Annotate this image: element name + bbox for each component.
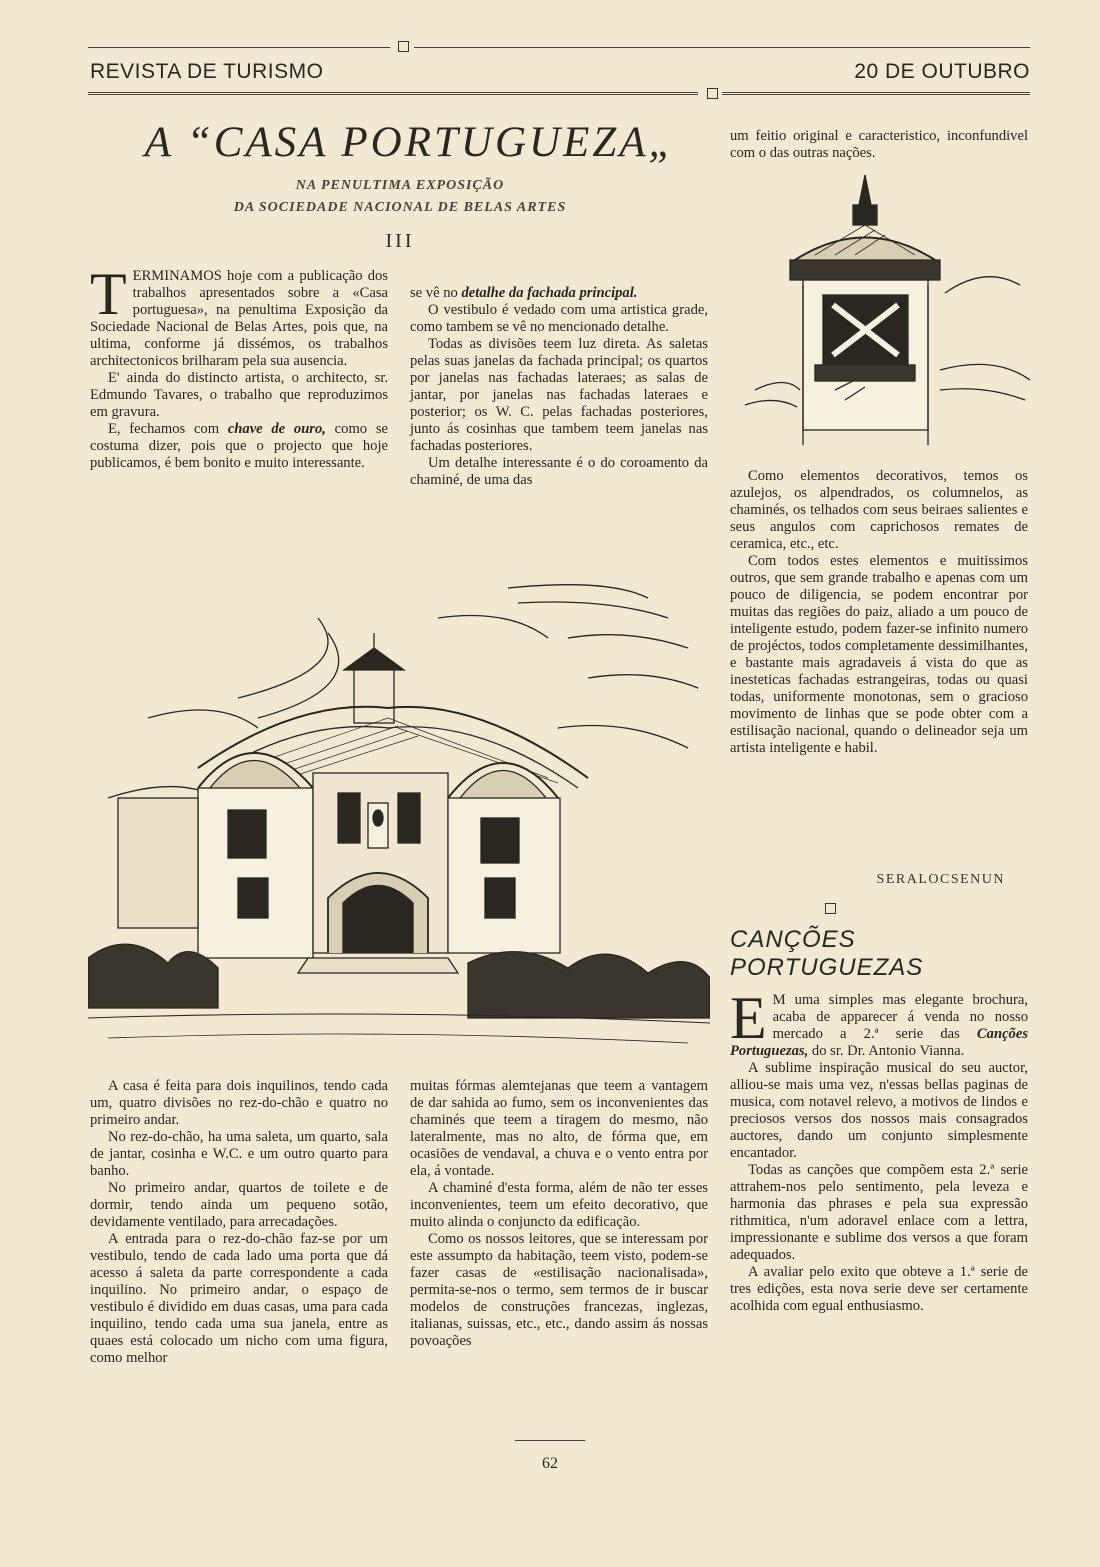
paragraph-text: ERMINAMOS hoje com a publicação dos trabalhos apresentados sobre a «Casa portuguesa», na penultima Exposição da Sociedade Nacional de Belas Artes, pois que, na ultima, conforme já dissémos, os trabalhos architectonicos brilharam pela sua ausencia. <box>90 268 388 369</box>
chimney-detail-engraving <box>735 175 1035 455</box>
paragraph-text: se vê no <box>410 285 462 301</box>
drop-cap: T <box>90 261 127 327</box>
paragraph: Como os nossos leitores, que se interessam por este assumpto da habitação, teem visto, podem-se fazer casas de «estilisação nacionalisada», permita-se-nos o termo, sem termos de ir buscar modelos de construções francezas, inglezas, italianas, suissas, etc., etc., dando assim ás nossas povoações <box>410 1231 708 1349</box>
paragraph: um feitio original e caracteristico, inconfundivel com o das outras nações. <box>730 128 1028 161</box>
header-rule-bottom-right <box>722 92 1030 95</box>
paragraph-text: como se costuma dizer, pois que o projecto que hoje publicamos, é bem bonito e muito interessante. <box>90 421 388 471</box>
article-part-number: III <box>385 230 415 252</box>
article-title: A “CASA PORTUGUEZA„ <box>144 119 676 166</box>
drop-cap: E <box>730 985 767 1051</box>
paragraph: A entrada para o rez-do-chão faz-se por um vestibulo, tendo de cada lado uma porta que dá acesso á saleta da parte correspondente a cada inquilino. No primeiro andar, o espaço de vestibulo é dividido em duas casas, uma para cada inquilino, tendo cada uma sua janela, entre as quaes está colocado um nicho com uma figura, como melhor <box>90 1231 388 1366</box>
paragraph <box>90 421 388 472</box>
header-magazine-name: REVISTA DE TURISMO <box>90 60 324 83</box>
header-rule-top-right <box>414 47 1030 48</box>
emphasis-text: detalhe da fachada principal. <box>461 285 638 301</box>
header-square-ornament-icon <box>707 88 718 99</box>
paragraph <box>90 261 388 370</box>
article-column-2-top <box>410 285 708 565</box>
paragraph: A chaminé d'esta forma, além de não ter esses inconvenientes, teem um efeito decorativo, que muito alinda o conjuncto da edificação. <box>410 1180 708 1230</box>
paragraph <box>730 985 1028 1060</box>
songs-title-line1: CANÇÕES <box>730 926 856 953</box>
songs-title-line2: PORTUGUEZAS <box>730 954 924 981</box>
header-rule-top-left <box>88 47 390 48</box>
article-subtitle-line2: DA SOCIEDADE NACIONAL DE BELAS ARTES <box>233 200 567 215</box>
paragraph: A avaliar pelo exito que obteve a 1.ª serie de tres edições, esta nova serie deve ser certamente acolhida com egual enthusiasmo. <box>730 1264 1028 1314</box>
article-column-1-top <box>90 261 388 568</box>
paragraph: O vestibulo é vedado com uma artistica grade, como tambem se vê no mencionado detalhe. <box>410 302 708 335</box>
paragraph: No primeiro andar, quartos de toilete e de dormir, tendo ainda um pequeno sotão, devidamente ventilado, para arrecadações. <box>90 1180 388 1230</box>
paragraph <box>410 285 708 302</box>
emphasis-text: chave de ouro, <box>227 421 326 437</box>
paragraph-text: E, fechamos com <box>108 421 228 437</box>
footer-rule <box>515 1440 585 1441</box>
page-number: 62 <box>542 1455 558 1472</box>
article-column-3-body <box>730 468 1028 757</box>
header-rule-bottom-left <box>88 92 698 95</box>
house-facade-engraving <box>88 578 710 1063</box>
article-subtitle-line1: NA PENULTIMA EXPOSIÇÃO <box>295 178 505 193</box>
paragraph: A sublime inspiração musical do seu auctor, alliou-se mais uma vez, n'essas bellas paginas de musica, com notavel relevo, a motivos de lindos e preciosos versos dos nossos mais consagrados auctores, dando um conjunto simplesmente encantador. <box>730 1060 1028 1161</box>
paragraph: Como elementos decorativos, temos os azulejos, os alpendrados, os columnelos, as chaminés, os telhados com seus beiraes salientes e seus angulos com caprichosos remates de ceramica, etc., etc. <box>730 468 1028 552</box>
paragraph: muitas fórmas alemtejanas que teem a vantagem de dar sahida ao fumo, sem os inconvenientes das chaminés que teem a tiragem do mesmo, não lateralmente, mas no alto, de fórma que, em ocasiões de vendaval, a chuva e o vento entra por ela, á vontade. <box>410 1078 708 1179</box>
paragraph: Todas as canções que compõem esta 2.ª serie attrahem-nos pelo sentimento, pela leveza e harmonia das phrases e pela sua expressão rithmitica, n'um adoravel enlace com a lettra, impressionante e sublime dos versos a que foram adequados. <box>730 1162 1028 1263</box>
paragraph: A casa é feita para dois inquilinos, tendo cada um, quatro divisões no rez-do-chão e quatro no primeiro andar. <box>90 1078 388 1128</box>
paragraph-text: do sr. Dr. Antonio Vianna. <box>808 1043 965 1059</box>
header-date: 20 DE OUTUBRO <box>854 60 1030 83</box>
paragraph-text: M uma simples mas elegante brochura, acaba de apparecer á venda no nosso mercado a 2.ª serie das <box>772 992 1028 1042</box>
emphasis-text: Canções Portuguezas, <box>730 1026 1028 1059</box>
paragraph: No rez-do-chão, ha uma saleta, um quarto, sala de jantar, cosinha e W.C. e um outro quarto para banho. <box>90 1129 388 1179</box>
article-column-1-bottom <box>90 1078 388 1450</box>
paragraph: Um detalhe interessante é o do coroamento da chaminé, de uma das <box>410 455 708 488</box>
songs-article-title <box>730 926 923 982</box>
section-square-ornament-icon <box>825 903 836 914</box>
paragraph: Com todos estes elementos e muitissimos outros, que sem grande trabalho e apenas com um pouco de diligencia, se podem encontrar por muitas das regiões do paiz, aliado a um pouco de inteligente estudo, podem fazer-se infinito numero de projéctos, todos completamente dessimilhantes, e bastante mais agradaveis á vista do que as inesteticas fachadas estrangeiras, todas ou quasi todas, uniformente monotonas, sem o gracioso movimento de linhas que se pode obter com a estilisação nacional, quando o delineador seja um artista inteligente e habil. <box>730 553 1028 756</box>
header-square-ornament-icon <box>398 41 409 52</box>
songs-article-body <box>730 985 1028 1315</box>
paragraph: E' ainda do distincto artista, o architecto, sr. Edmundo Tavares, o trabalho que reproduzimos em gravura. <box>90 370 388 420</box>
article-column-2-bottom <box>410 1078 708 1450</box>
article-column-3-top <box>730 128 1028 162</box>
article-signature: SERALOCSENUN <box>876 872 1005 887</box>
paragraph: Todas as divisões teem luz direta. As saletas pelas suas janelas da fachada principal; os quartos por janelas nas fachadas lateraes; as salas de jantar, por janelas nas fachadas lateraes e posterior; os W. C. pelas fachadas posteriores, junto ás cosinhas que tambem teem janelas nas fachadas posteriores. <box>410 336 708 454</box>
